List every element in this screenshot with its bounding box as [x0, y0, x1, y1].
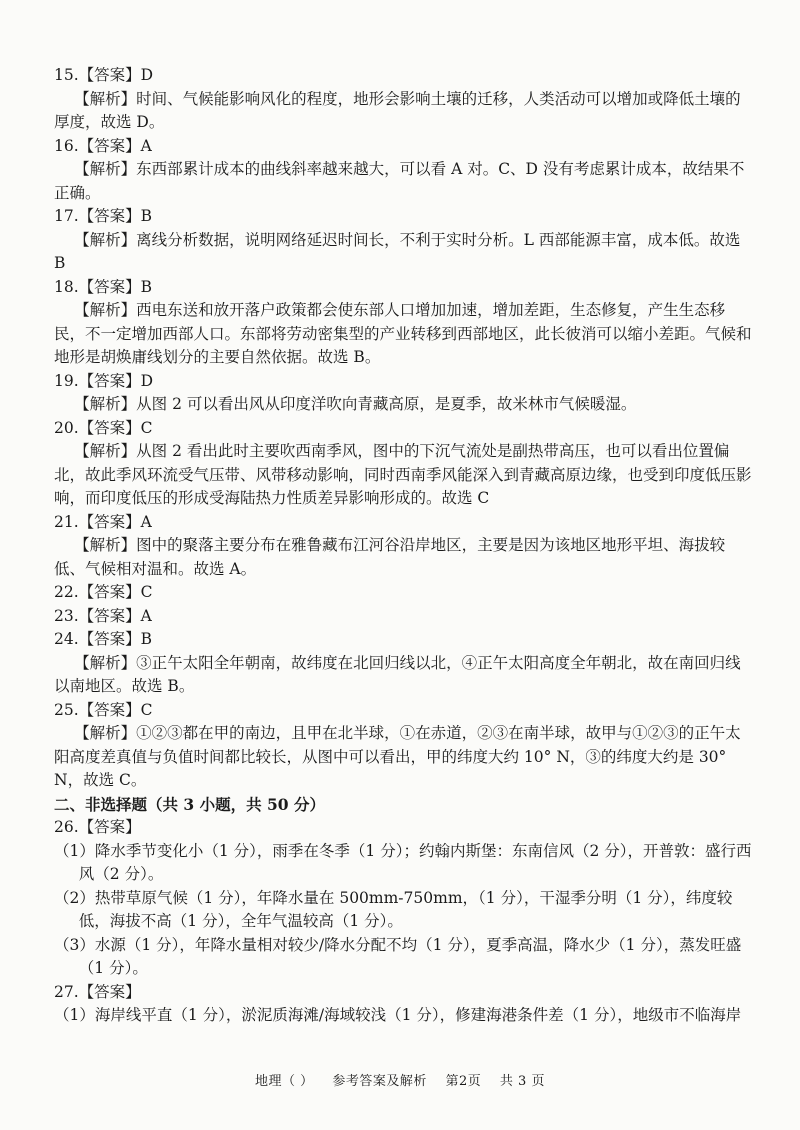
answer-18-label: 18.【答案】B	[54, 277, 153, 296]
answer-24-label: 24.【答案】B	[54, 630, 153, 648]
answer-15-analysis: 【解析】时间、气候能影响风化的程度，地形会影响土壤的迁移，人类活动可以增加或降低土壤的厚度，故选 D。	[54, 89, 741, 131]
footer-doc-title: 参考答案及解析	[332, 1074, 427, 1089]
answer-20-analysis: 【解析】从图 2 看出此时主要吹西南季风，图中的下沉气流处是副热带高压，也可以看出位置偏北，故此季风环流受气压带、风带移动影响，同时西南季风能深入到青藏高原边缘，也受到印度低压影响，而印度低压的形成受海陆热力性质差异影响形成的。故选 C	[54, 442, 752, 507]
answer-21-label: 21.【答案】A	[54, 512, 152, 531]
answer-15-label: 15.【答案】D	[54, 66, 154, 84]
answer-17-analysis: 【解析】离线分析数据，说明网络延迟时间长，不利于实时分析。L 西部能源丰富，成本低。故选 B	[54, 230, 741, 272]
footer-subject: 地理（ ）	[255, 1074, 314, 1089]
footer-page-total: 共 3 页	[499, 1074, 545, 1089]
answer-16-label: 16.【答案】A	[54, 136, 152, 155]
answer-22-label: 22.【答案】C	[54, 583, 153, 601]
answer-18-analysis: 【解析】西电东送和放开落户政策都会使东部人口增加加速，增加差距，生态修复，产生生态移民，不一定增加西部人口。东部将劳动密集型的产业转移到西部地区，此长彼消可以缩小差距。气候和地形是胡焕庸线划分的主要自然依据。故选 B。	[54, 301, 752, 366]
answer-26-part-2: （2）热带草原气候（1 分），年降水量在 500mm-750mm，（1 分），干湿季分明（1 分），纬度较低，海拔不高（1 分），全年气温较高（1 分）。	[54, 888, 733, 930]
answer-23-label: 23.【答案】A	[54, 606, 152, 625]
answer-27-part-1: （1）海岸线平直（1 分），淤泥质海滩/海域较浅（1 分），修建海港条件差（1 分），地级市不临海岸	[54, 1006, 742, 1024]
section-title-nonchoice: 二、非选择题（共 3 小题，共 50 分）	[54, 794, 325, 814]
answer-24-analysis: 【解析】③正午太阳全年朝南，故纬度在北回归线以北，④正午太阳高度全年朝北，故在南回归线以南地区。故选 B。	[54, 653, 741, 695]
answer-26-part-1: （1）降水季节变化小（1 分），雨季在冬季（1 分）；约翰内斯堡：东南信风（2 分），开普敦：盛行西风（2 分）。	[54, 841, 752, 883]
answer-25-analysis: 【解析】①②③都在甲的南边，且甲在北半球，①在赤道，②③在南半球，故甲与①②③的正午太阳高度差真值与负值时间都比较长，从图中可以看出，甲的纬度大约 10° N，③的纬度大约是 30° N，故选 C。	[54, 724, 741, 789]
answer-19-label: 19.【答案】D	[54, 371, 154, 390]
answer-21-analysis: 【解析】图中的聚落主要分布在雅鲁藏布江河谷沿岸地区，主要是因为该地区地形平坦、海拔较低、气候相对温和。故选 A。	[54, 536, 726, 578]
answer-20-label: 20.【答案】C	[54, 418, 153, 437]
page-footer	[0, 1070, 800, 1089]
footer-page-number: 第2页	[445, 1074, 482, 1089]
answer-26-label: 26.【答案】	[54, 818, 141, 836]
answer-17-label: 17.【答案】B	[54, 207, 153, 225]
answer-19-analysis: 【解析】从图 2 可以看出风从印度洋吹向青藏高原，是夏季，故米林市气候暖湿。	[74, 395, 637, 413]
answer-26-part-3: （3）水源（1 分），年降水量相对较少/降水分配不均（1 分），夏季高温，降水少（1 分），蒸发旺盛（1 分）。	[54, 935, 742, 977]
answer-27-label: 27.【答案】	[54, 982, 141, 1001]
answer-16-analysis: 【解析】东西部累计成本的曲线斜率越来越大，可以看 A 对。C、D 没有考虑累计成本，故结果不正确。	[54, 160, 745, 202]
answer-25-label: 25.【答案】C	[54, 700, 153, 719]
answer-content	[54, 64, 754, 1028]
